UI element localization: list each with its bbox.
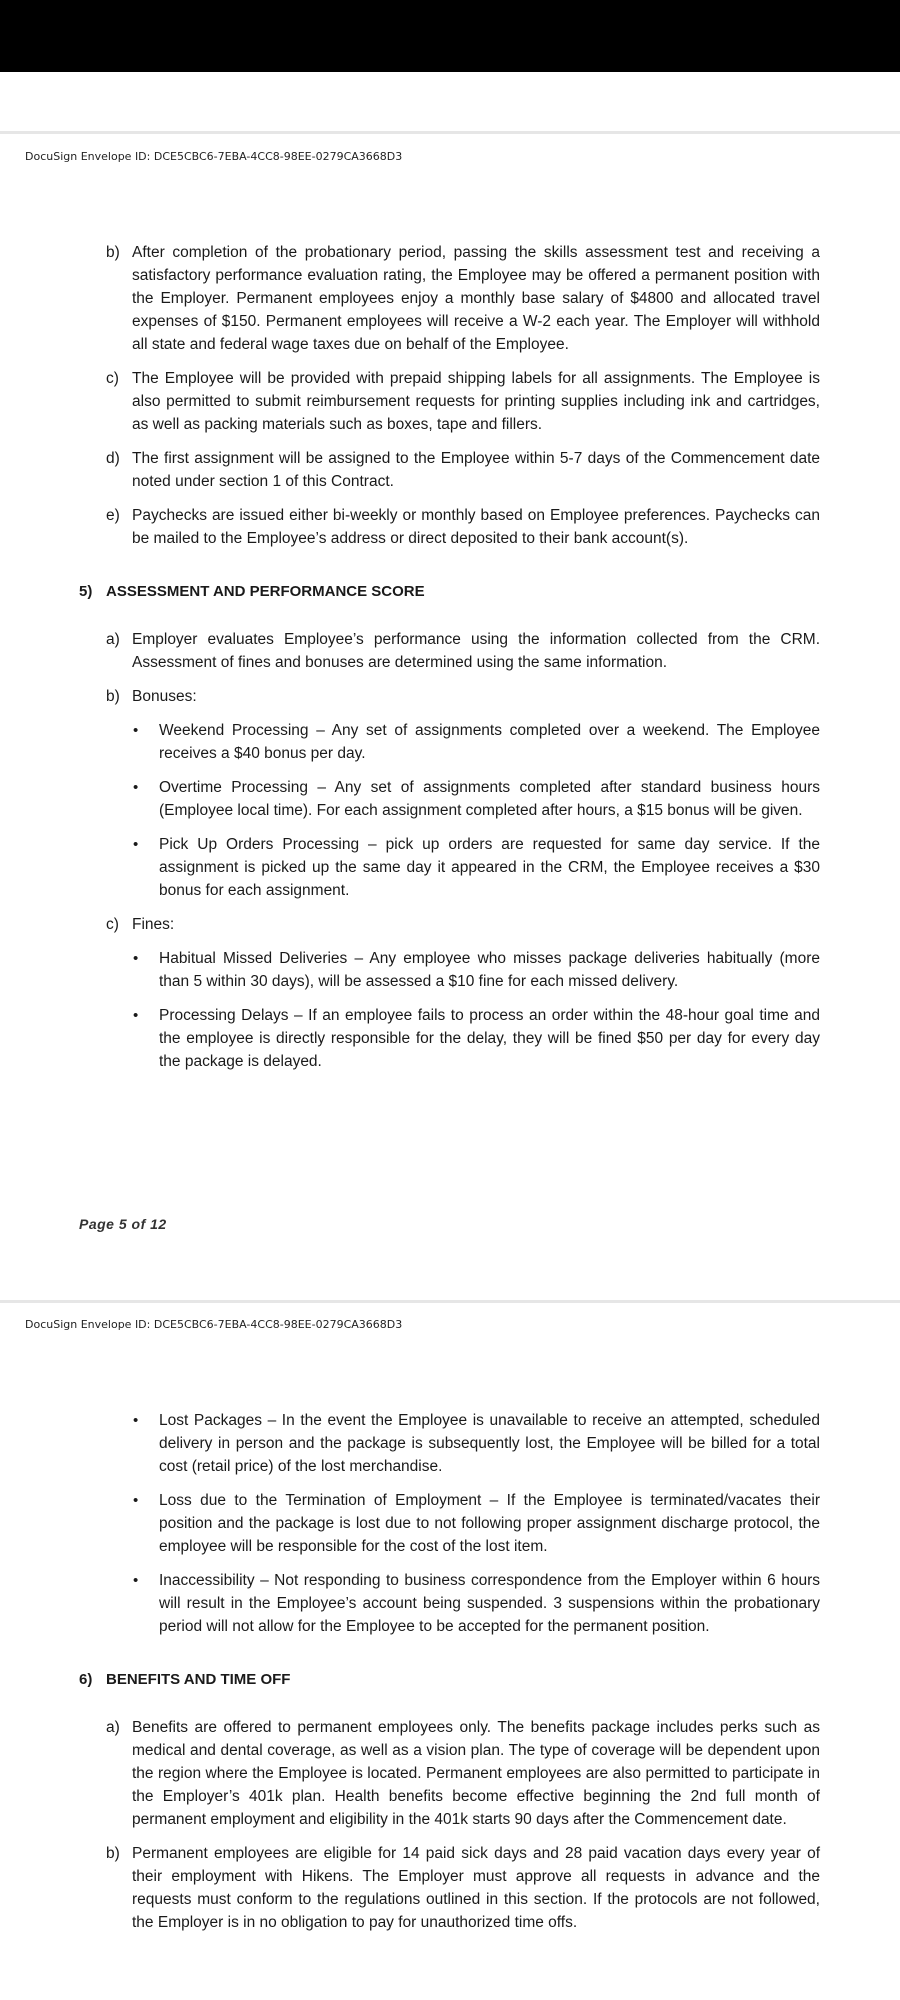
bullet-item <box>132 1004 820 1073</box>
item-text: Employer evaluates Employee’s performance using the information collected from the CRM. Assessment of fines and bonuses are determined using the same information. <box>132 631 820 671</box>
bullet-icon: • <box>133 950 139 967</box>
bullet-item <box>132 1489 820 1558</box>
item-label: c) <box>106 916 119 933</box>
list-item <box>106 1842 820 1934</box>
bullet-icon: • <box>133 1007 139 1024</box>
page-divider <box>0 1300 900 1303</box>
page-divider <box>0 131 900 134</box>
bullet-text: Loss due to the Termination of Employment – If the Employee is terminated/vacates their position and the package is lost due to not following proper assignment discharge protocol, the employee will be responsible for the cost of the lost item. <box>159 1492 820 1555</box>
list-item <box>106 447 820 493</box>
bullet-item <box>132 1569 820 1638</box>
list-item <box>106 504 820 550</box>
bullet-icon: • <box>133 836 139 853</box>
bullet-text: Habitual Missed Deliveries – Any employee who misses package deliveries habitually (more than 5 within 30 days), will be assessed a $10 fine for each missed delivery. <box>159 950 820 990</box>
bullet-icon: • <box>133 1572 139 1589</box>
section-5-heading <box>79 580 900 603</box>
section-6-heading <box>79 1668 900 1691</box>
item-label: c) <box>106 370 119 387</box>
bullet-item <box>132 947 820 993</box>
page-5-body <box>0 241 900 1084</box>
item-label: d) <box>106 450 120 467</box>
item-text: Bonuses: <box>132 688 197 705</box>
bullet-text: Overtime Processing – Any set of assignments completed after standard business hours (Employee local time). For each assignment completed after hours, a $15 bonus will be given. <box>159 779 820 819</box>
section-number: 6) <box>79 1671 93 1688</box>
bullet-text: Inaccessibility – Not responding to business correspondence from the Employer within 6 hours will result in the Employee’s account being suspended. 3 suspensions within the probationary period will not allow for the Employee to be accepted for the permanent position. <box>159 1572 820 1635</box>
list-item <box>106 913 820 936</box>
item-text: After completion of the probationary period, passing the skills assessment test and receiving a satisfactory performance evaluation rating, the Employee may be offered a permanent position with the Employer. Permanent employees enjoy a monthly base salary of $4800 and allocated travel expenses of $150. Permanent employees will receive a W-2 each year. The Employer will withhold all state and federal wage taxes due on behalf of the Employee. <box>132 244 820 353</box>
section-title: ASSESSMENT AND PERFORMANCE SCORE <box>106 583 425 600</box>
list-item <box>106 241 820 356</box>
bullet-text: Lost Packages – In the event the Employee is unavailable to receive an attempted, scheduled delivery in person and the package is subsequently lost, the Employee will be billed for a total cost (retail price) of the lost merchandise. <box>159 1412 820 1475</box>
bullet-icon: • <box>133 722 139 739</box>
section-title: BENEFITS AND TIME OFF <box>106 1671 291 1688</box>
item-text: Permanent employees are eligible for 14 paid sick days and 28 paid vacation days every year of their employment with Hikens. The Employer must approve all requests in advance and the requests must conform to the regulations outlined in this section. If the protocols are not followed, the Employer is in no obligation to pay for unauthorized time offs. <box>132 1845 820 1931</box>
bullet-item <box>132 719 820 765</box>
bullet-icon: • <box>133 779 139 796</box>
item-text: The Employee will be provided with prepaid shipping labels for all assignments. The Employee is also permitted to submit reimbursement requests for printing supplies including ink and cartridges, as well as packing materials such as boxes, tape and fillers. <box>132 370 820 433</box>
item-label: b) <box>106 1845 120 1862</box>
envelope-id: DocuSign Envelope ID: DCE5CBC6-7EBA-4CC8-98EE-0279CA3668D3 <box>25 1318 403 1331</box>
item-text: Benefits are offered to permanent employees only. The benefits package includes perks such as medical and dental coverage, as well as a vision plan. The type of coverage will be dependent upon the region where the Employee is located. Permanent employees are also permitted to participate in the Employer’s 401k plan. Health benefits become effective beginning the 2nd full month of permanent employment and eligibility in the 401k starts 90 days after the Commencement date. <box>132 1719 820 1828</box>
item-text: Paychecks are issued either bi-weekly or monthly based on Employee preferences. Paychecks can be mailed to the Employee’s address or direct deposited to their bank account(s). <box>132 507 820 547</box>
bullet-item <box>132 1409 820 1478</box>
bullet-item <box>132 776 820 822</box>
item-label: b) <box>106 688 120 705</box>
page-6-body <box>0 1409 900 1945</box>
bullet-icon: • <box>133 1412 139 1429</box>
bullet-text: Pick Up Orders Processing – pick up orders are requested for same day service. If the assignment is picked up the same day it appeared in the CRM, the Employee receives a $30 bonus for each assignment. <box>159 836 820 899</box>
list-item <box>106 367 820 436</box>
list-item <box>106 685 820 708</box>
item-label: e) <box>106 507 120 524</box>
list-item <box>106 1716 820 1831</box>
item-label: a) <box>106 631 120 648</box>
envelope-id: DocuSign Envelope ID: DCE5CBC6-7EBA-4CC8-98EE-0279CA3668D3 <box>25 150 403 163</box>
bullet-text: Weekend Processing – Any set of assignments completed over a weekend. The Employee receives a $40 bonus per day. <box>159 722 820 762</box>
top-black-bar <box>0 0 900 72</box>
item-text: The first assignment will be assigned to the Employee within 5-7 days of the Commencement date noted under section 1 of this Contract. <box>132 450 820 490</box>
bullet-icon: • <box>133 1492 139 1509</box>
bullet-item <box>132 833 820 902</box>
bullet-text: Processing Delays – If an employee fails to process an order within the 48-hour goal time and the employee is directly responsible for the delay, they will be fined $50 per day for every day the package is delayed. <box>159 1007 820 1070</box>
page-number: Page 5 of 12 <box>79 1216 167 1232</box>
item-label: a) <box>106 1719 120 1736</box>
section-number: 5) <box>79 583 93 600</box>
item-label: b) <box>106 244 120 261</box>
item-text: Fines: <box>132 916 175 933</box>
list-item <box>106 628 820 674</box>
